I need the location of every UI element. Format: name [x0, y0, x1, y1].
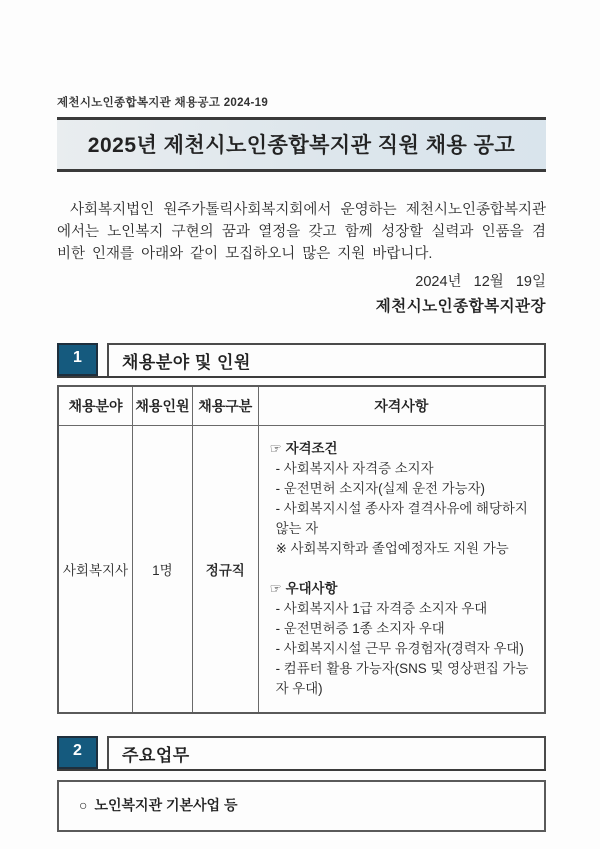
cell-type: 정규직	[192, 426, 258, 714]
cell-count: 1명	[133, 426, 193, 714]
col-header-qualifications: 자격사항	[258, 386, 545, 426]
signature-line: 제천시노인종합복지관장	[375, 298, 546, 315]
doc-number: 제천시노인종합복지관 채용공고 2024-19	[57, 97, 269, 109]
spacer	[270, 559, 538, 579]
section-1-header	[57, 343, 546, 378]
qualification-group-1-title	[270, 439, 538, 459]
qualification-group-2-title-text: 우대사항	[285, 581, 338, 596]
qualification-group-1-title-text: 자격조건	[285, 441, 338, 456]
qualification-group-2-title	[270, 579, 538, 599]
col-header-field: 채용분야	[58, 386, 133, 426]
table-row	[58, 426, 545, 714]
col-header-type: 채용구분	[192, 386, 258, 426]
cell-field: 사회복지사	[58, 426, 133, 714]
section-2-title: 주요업무	[107, 736, 546, 769]
col-header-count: 채용인원	[133, 386, 193, 426]
qualification-item: - 운전면허증 1종 소지자 우대	[275, 621, 445, 636]
section-1-title: 채용분야 및 인원	[107, 343, 546, 376]
circle-bullet-icon: ○	[79, 797, 88, 813]
duties-text: 노인복지관 기본사업 등	[94, 797, 238, 813]
qualification-item: ※ 사회복지학과 졸업예정자도 지원 가능	[275, 541, 509, 556]
qualifications-cell	[258, 426, 545, 714]
qualification-item: - 사회복지사 1급 자격증 소지자 우대	[275, 601, 488, 616]
page-title: 2025년 제천시노인종합복지관 직원 채용 공고	[87, 134, 516, 157]
table-header-row	[58, 386, 545, 426]
section-2-number-badge: 2	[57, 736, 98, 769]
pointing-hand-icon: ☞	[269, 441, 282, 456]
date-line: 2024년 12월 19일	[415, 274, 546, 290]
title-bar	[57, 117, 546, 172]
recruitment-table	[57, 385, 546, 714]
qualification-item: - 사회복지사 자격증 소지자	[275, 461, 434, 476]
intro-paragraph: 사회복지법인 원주가톨릭사회복지회에서 운영하는 제천시노인종합복지관에서는 노인복지 구현의 꿈과 열정을 갖고 함께 성장할 실력과 인품을 겸비한 인재를 아래와 같이 모집하오니 많은 지원 바랍니다.	[57, 202, 546, 262]
qualification-item: - 컴퓨터 활용 가능자(SNS 및 영상편집 가능자 우대)	[275, 661, 529, 696]
qualification-item: - 사회복지시설 종사자 결격사유에 해당하지 않는 자	[275, 501, 528, 536]
section-2-header	[57, 736, 546, 771]
duties-box	[57, 780, 546, 832]
qualification-item: - 운전면허 소지자(실제 운전 가능자)	[275, 481, 485, 496]
qualification-item: - 사회복지시설 근무 유경험자(경력자 우대)	[275, 641, 524, 656]
pointing-hand-icon: ☞	[269, 581, 282, 596]
section-1-number-badge: 1	[57, 343, 98, 376]
